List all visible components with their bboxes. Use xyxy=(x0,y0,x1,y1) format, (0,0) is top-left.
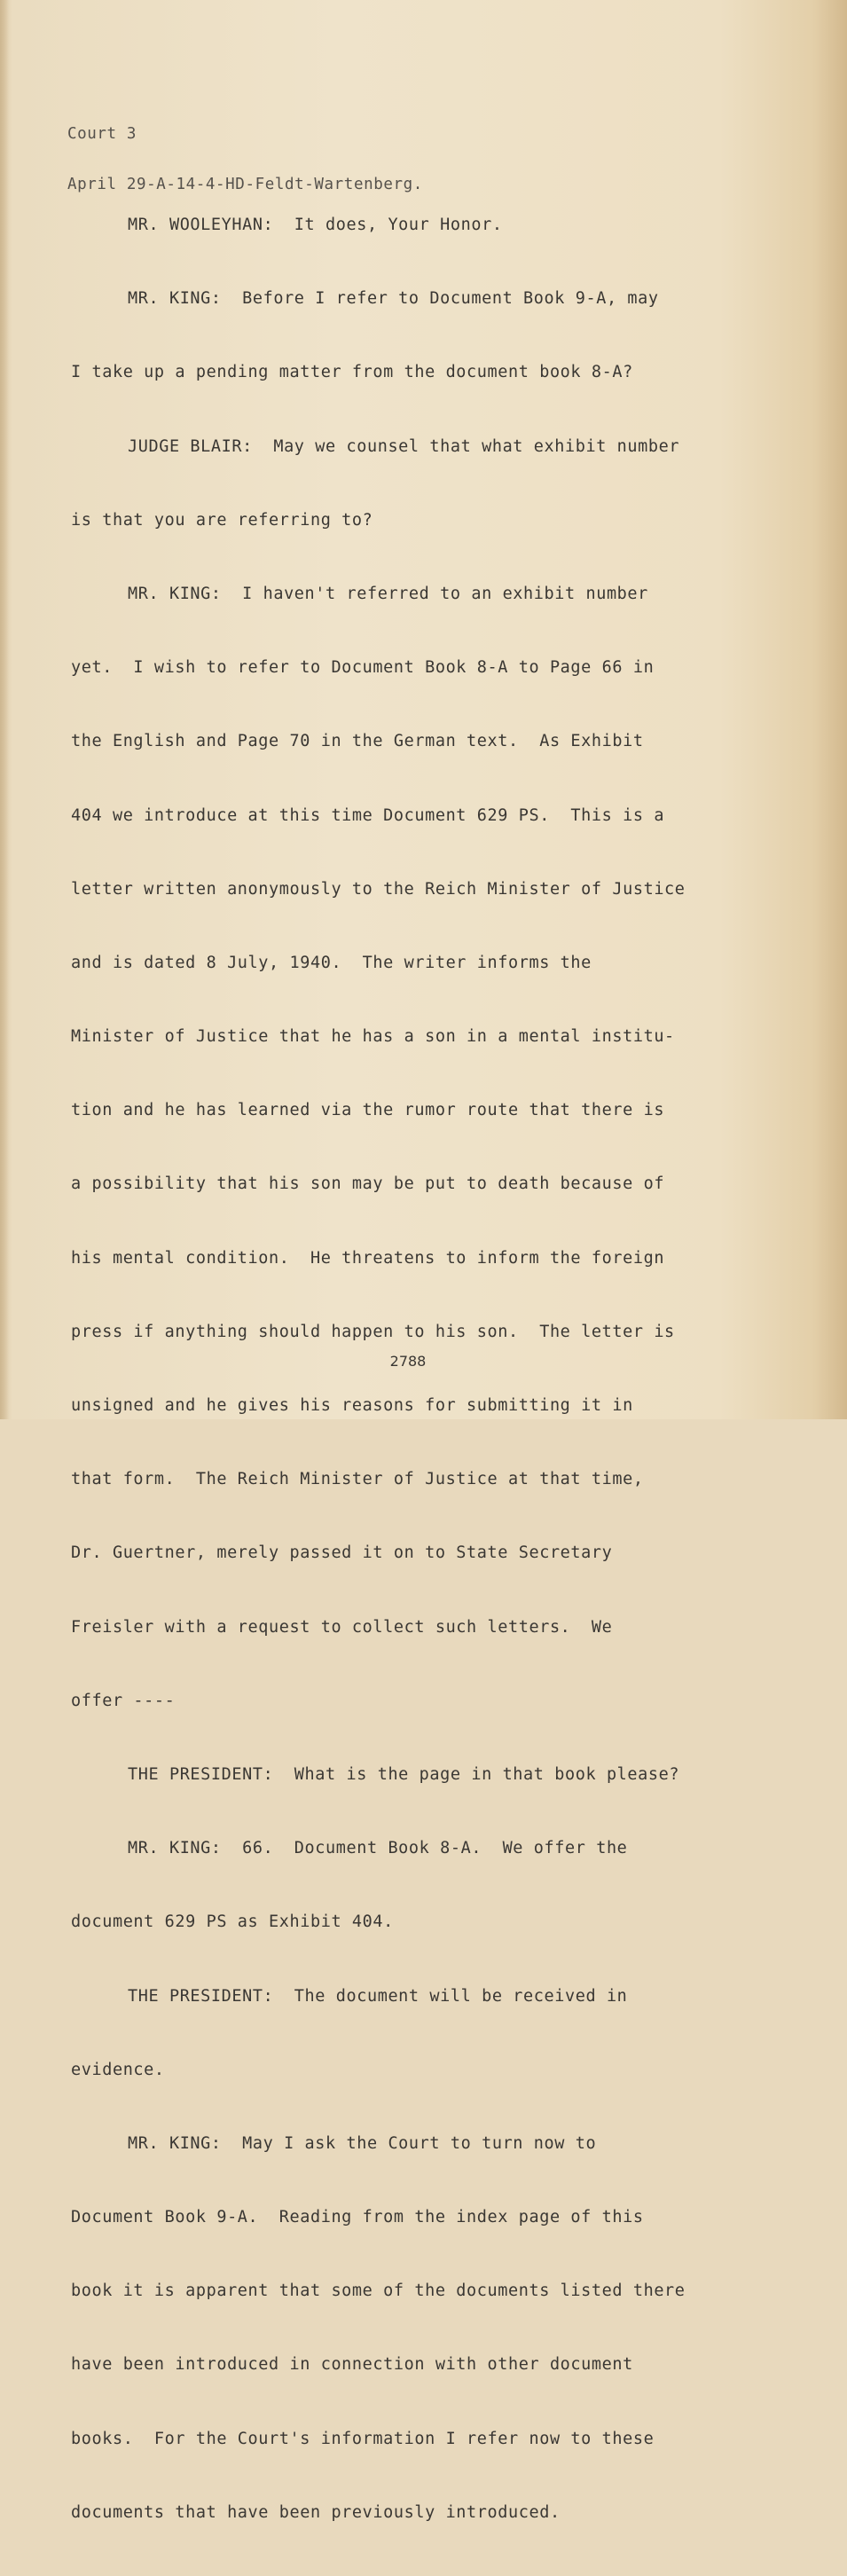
transcript-line: letter written anonymously to the Reich Minister of Justice xyxy=(71,879,686,899)
transcript-line: that form. The Reich Minister of Justice at that time, xyxy=(71,1470,644,1489)
transcript-line: THE PRESIDENT: The document will be received in xyxy=(128,1986,628,2006)
transcript-body xyxy=(71,177,816,2576)
transcript-line: Document Book 9-A. Reading from the index page of this xyxy=(71,2208,644,2227)
transcript-line: offer ---- xyxy=(71,1691,176,1710)
transcript-line: JUDGE BLAIR: May we counsel that what exhibit number xyxy=(128,436,680,456)
transcript-line: documents that have been previously introduced. xyxy=(71,2502,561,2522)
transcript-line: evidence. xyxy=(71,2060,165,2079)
page-edge-shadow xyxy=(0,0,9,1419)
transcript-line: Minister of Justice that he has a son in a mental institu- xyxy=(71,1027,675,1047)
transcript-line: MR. KING: 66. Document Book 8-A. We offer the xyxy=(128,1839,628,1858)
transcript-line: yet. I wish to refer to Document Book 8-A to Page 66 in xyxy=(71,658,655,678)
transcript-line: THE PRESIDENT: What is the page in that book please? xyxy=(128,1764,680,1784)
transcript-line: Dr. Guertner, merely passed it on to State Secretary xyxy=(71,1543,613,1563)
transcript-line: have been introduced in connection with other document xyxy=(71,2355,633,2375)
transcript-line: book it is apparent that some of the documents listed there xyxy=(71,2281,686,2301)
transcript-line: is that you are referring to? xyxy=(71,510,373,530)
transcript-line: press if anything should happen to his son. The letter is xyxy=(71,1322,675,1341)
transcript-line: I take up a pending matter from the document book 8-A? xyxy=(71,363,633,382)
transcript-line: document 629 PS as Exhibit 404. xyxy=(71,1912,394,1932)
page-number: 2788 xyxy=(389,1353,427,1370)
transcript-line: MR. KING: Before I refer to Document Book 9-A, may xyxy=(128,289,659,309)
transcript-line: his mental condition. He threatens to inform the foreign xyxy=(71,1248,665,1268)
header-reference: April 29-A-14-4-HD-Feldt-Wartenberg. xyxy=(67,176,423,193)
transcript-line: books. For the Court's information I refer now to these xyxy=(71,2429,655,2448)
transcript-line: unsigned and he gives his reasons for submitting it in xyxy=(71,1396,633,1415)
transcript-line: and is dated 8 July, 1940. The writer informs the xyxy=(71,953,592,972)
transcript-line: tion and he has learned via the rumor route that there is xyxy=(71,1101,665,1120)
transcript-line: a possibility that his son may be put to death because of xyxy=(71,1174,665,1194)
transcript-line: MR. WOOLEYHAN: It does, Your Honor. xyxy=(128,216,503,234)
transcript-line: MR. KING: May I ask the Court to turn now to xyxy=(128,2133,597,2153)
transcript-line: the English and Page 70 in the German text. As Exhibit xyxy=(71,732,644,751)
transcript-line: 404 we introduce at this time Document 629 PS. This is a xyxy=(71,805,665,825)
transcript-line: MR. KING: I haven't referred to an exhibit number xyxy=(128,584,648,603)
transcript-line: Freisler with a request to collect such letters. We xyxy=(71,1617,613,1637)
header-court: Court 3 xyxy=(67,125,137,143)
